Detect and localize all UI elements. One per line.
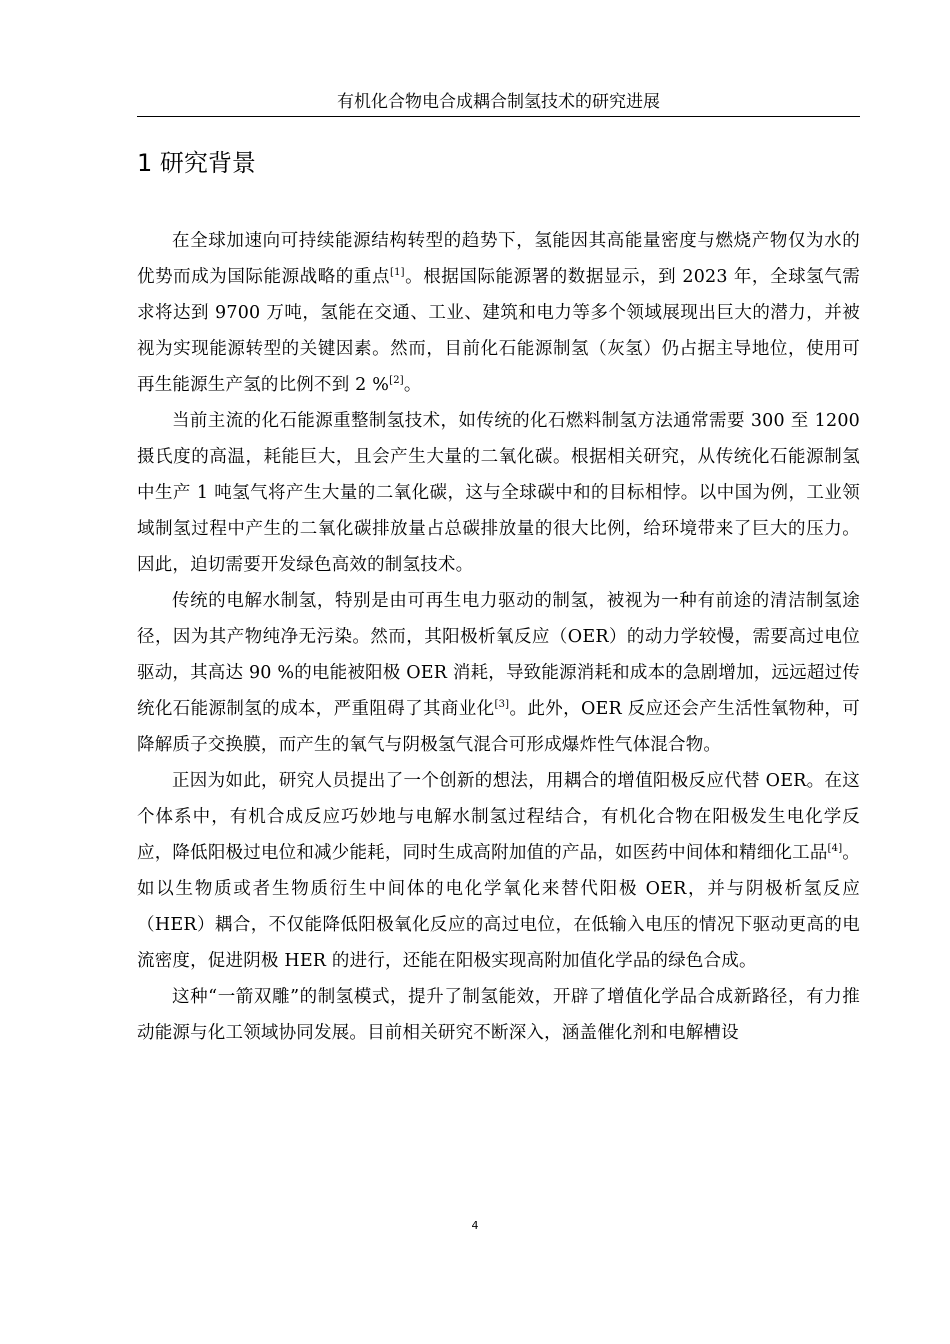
paragraph-text: 传统的电解水制氢，特别是由可再生电力驱动的制氢，被视为一种有前途的清洁制氢途径，因为其产物纯净无污染。然而，其阳极析氧反应（OER）的动力学较慢，需要高过电位驱动，其高达 90 %的电能被阳极 OER 消耗，导致能源消耗和成本的急剧增加，远远超过传统化石能源制氢的成本，严重阻碍了其商业化 <box>137 591 860 719</box>
citation-marker[interactable]: [1] <box>390 267 405 279</box>
paragraph-text: 正因为如此，研究人员提出了一个创新的想法，用耦合的增值阳极反应代替 OER。在这个体系中，有机合成反应巧妙地与电解水制氢过程结合，有机化合物在阳极发生电化学反应，降低阳极过电位和减少能耗，同时生成高附加值的产品，如医药中间体和精细化工品 <box>137 771 860 863</box>
paragraph-text: 当前主流的化石能源重整制氢技术，如传统的化石燃料制氢方法通常需要 300 至 1200 摄氏度的高温，耗能巨大，且会产生大量的二氧化碳。根据相关研究，从传统化石能源制氢中生产 1 吨氢气将产生大量的二氧化碳，这与全球碳中和的目标相悖。以中国为例，工业领域制氢过程中产生的二氧化碳排放量占总碳排放量的很大比例，给环境带来了巨大的压力。因此，迫切需要开发绿色高效的制氢技术。 <box>137 411 860 575</box>
paragraph-text: 。如以生物质或者生物质衍生中间体的电化学氧化来替代阳极 OER，并与阴极析氢反应（HER）耦合，不仅能降低阳极氧化反应的高过电位，在低输入电压的情况下驱动更高的电流密度，促进阴极 HER 的进行，还能在阳极实现高附加值化学品的绿色合成。 <box>137 843 861 971</box>
citation-marker[interactable]: [2] <box>389 375 404 387</box>
section-title: 1 研究背景 <box>137 149 256 177</box>
paragraph-text: 这种“一箭双雕”的制氢模式，提升了制氢能效，开辟了增值化学品合成新路径，有力推动能源与化工领域协同发展。目前相关研究不断深入，涵盖催化剂和电解槽设 <box>137 987 860 1043</box>
paragraph-text: 。根据国际能源署的数据显示，到 2023 年，全球氢气需求将达到 9700 万吨，氢能在交通、工业、建筑和电力等多个领域展现出巨大的潜力，并被视为实现能源转型的关键因素。然而，目前化石能源制氢（灰氢）仍占据主导地位，使用可再生能源生产氢的比例不到 2 % <box>137 267 860 395</box>
running-header: 有机化合物电合成耦合制氢技术的研究进展 <box>137 91 860 117</box>
paragraph <box>137 979 860 1051</box>
paragraph-text: 。 <box>403 375 422 395</box>
paragraph <box>137 583 860 763</box>
paragraph-text: 。此外，OER 反应还会产生活性氧物种，可降解质子交换膜，而产生的氧气与阴极氢气混合可形成爆炸性气体混合物。 <box>137 699 861 755</box>
paragraph <box>137 763 860 979</box>
body-text <box>137 223 860 1051</box>
paragraph <box>137 223 860 403</box>
paragraph <box>137 403 860 583</box>
page-number: 4 <box>471 1219 479 1232</box>
citation-marker[interactable]: [3] <box>494 699 510 711</box>
paragraph-text: 在全球加速向可持续能源结构转型的趋势下，氢能因其高能量密度与燃烧产物仅为水的优势而成为国际能源战略的重点 <box>137 231 860 287</box>
citation-marker[interactable]: [4] <box>827 843 843 855</box>
